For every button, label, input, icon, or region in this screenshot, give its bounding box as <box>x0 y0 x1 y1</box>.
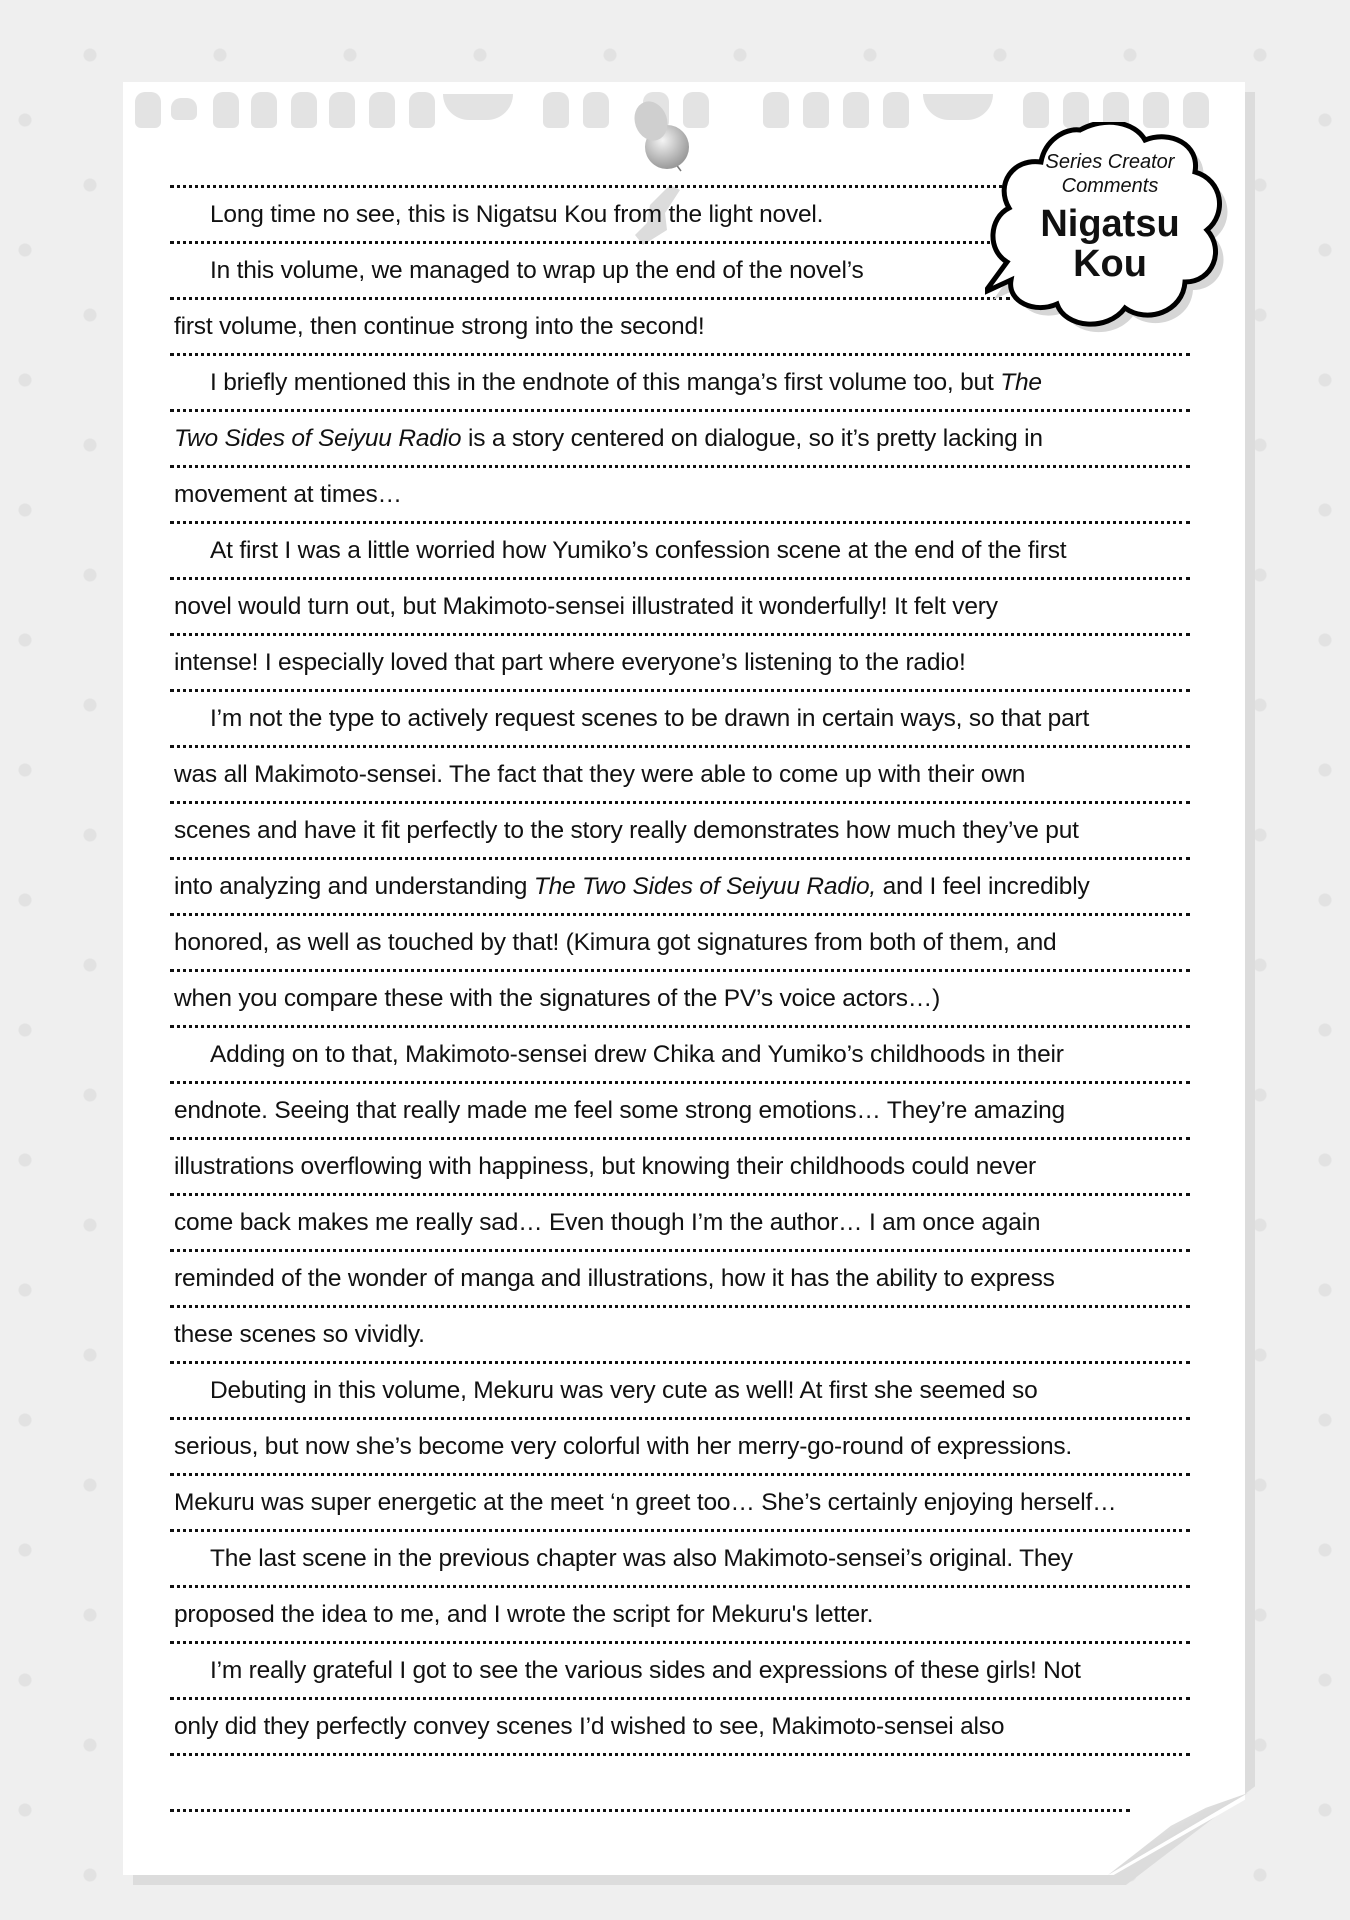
italic-title-span: The <box>1000 369 1042 396</box>
ruled-dotted-line <box>170 1417 1190 1420</box>
text-span: these scenes so vividly. <box>174 1321 425 1348</box>
text-line <box>210 257 864 285</box>
text-span: At first I was a little worried how Yumiko’s confession scene at the end of the first <box>210 537 1067 564</box>
text-span: into analyzing and understanding <box>174 873 534 900</box>
text-span: come back makes me really sad… Even though I’m the author… I am once again <box>174 1209 1041 1236</box>
text-span: was all Makimoto-sensei. The fact that they were able to come up with their own <box>174 761 1026 788</box>
text-line <box>174 873 1090 901</box>
text-line <box>174 985 940 1013</box>
text-line <box>174 1601 873 1629</box>
ruled-dotted-line <box>170 1641 1190 1644</box>
text-line <box>174 593 998 621</box>
ruled-dotted-line <box>170 1193 1190 1196</box>
italic-title-span: Two Sides of Seiyuu Radio <box>174 425 462 452</box>
ruled-dotted-line <box>170 577 1190 580</box>
text-span: endnote. Seeing that really made me feel some strong emotions… They’re amazing <box>174 1097 1065 1124</box>
ruled-dotted-line <box>170 353 1190 356</box>
ruled-dotted-line <box>170 1137 1190 1140</box>
text-line <box>174 1153 1036 1181</box>
ruled-dotted-line <box>170 1025 1190 1028</box>
text-span: I’m really grateful I got to see the various sides and expressions of these girls! Not <box>210 1657 1081 1684</box>
text-span: and I feel incredibly <box>875 873 1090 900</box>
ruled-dotted-line <box>170 1529 1190 1532</box>
ruled-dotted-line <box>170 241 1010 244</box>
ruled-dotted-line <box>170 1361 1190 1364</box>
text-span: movement at times… <box>174 481 402 508</box>
text-span: Mekuru was super energetic at the meet ‘n greet too… She’s certainly enjoying herself… <box>174 1489 1117 1516</box>
text-line <box>210 369 1042 397</box>
ruled-dotted-line <box>170 689 1190 692</box>
text-span: I briefly mentioned this in the endnote of this manga’s first volume too, but <box>210 369 1001 396</box>
ruled-dotted-line <box>170 969 1190 972</box>
ruled-dotted-line <box>170 465 1190 468</box>
text-span: first volume, then continue strong into the second! <box>174 313 705 340</box>
text-span: The last scene in the previous chapter was also Makimoto-sensei’s original. They <box>210 1545 1073 1572</box>
ruled-dotted-line <box>170 801 1190 804</box>
ruled-dotted-line <box>170 1473 1190 1476</box>
text-line <box>174 1321 425 1349</box>
text-line <box>174 1209 1040 1237</box>
text-line <box>174 649 966 677</box>
ruled-dotted-line <box>170 1585 1190 1588</box>
text-line <box>174 1489 1116 1517</box>
ruled-dotted-line <box>170 857 1190 860</box>
text-line <box>174 761 1025 789</box>
text-line <box>210 537 1066 565</box>
text-line <box>210 705 1089 733</box>
ruled-dotted-line <box>170 745 1190 748</box>
ruled-dotted-line <box>170 185 1010 188</box>
text-span: scenes and have it fit perfectly to the story really demonstrates how much they’ve put <box>174 817 1079 844</box>
text-span: proposed the idea to me, and I wrote the script for Mekuru's letter. <box>174 1601 874 1628</box>
text-span: Debuting in this volume, Mekuru was very cute as well! At first she seemed so <box>210 1377 1038 1404</box>
bubble-subtitle-1: Series Creator <box>1045 151 1175 173</box>
ruled-dotted-line <box>170 1697 1190 1700</box>
text-line <box>210 1657 1081 1685</box>
pushpin-icon <box>625 95 705 255</box>
text-span: I’m not the type to actively request scenes to be drawn in certain ways, so that part <box>210 705 1090 732</box>
text-span: novel would turn out, but Makimoto-sensei illustrated it wonderfully! It felt very <box>174 593 998 620</box>
ruled-dotted-line <box>170 297 1010 300</box>
ruled-dotted-line <box>170 913 1190 916</box>
text-span: In this volume, we managed to wrap up the end of the novel’s <box>210 257 864 284</box>
ruled-dotted-line <box>170 1809 1130 1812</box>
ruled-dotted-line <box>170 409 1190 412</box>
text-span: when you compare these with the signatures of the PV’s voice actors…) <box>174 985 941 1012</box>
ruled-dotted-line <box>170 521 1190 524</box>
ruled-dotted-line <box>170 1249 1190 1252</box>
text-line <box>174 1433 1072 1461</box>
text-line <box>174 1097 1065 1125</box>
ruled-dotted-line <box>170 633 1190 636</box>
text-line <box>174 1713 1004 1741</box>
author-name-1: Nigatsu <box>1040 203 1180 245</box>
bubble-subtitle-2: Comments <box>1061 175 1159 197</box>
text-span: reminded of the wonder of manga and illustrations, how it has the ability to express <box>174 1265 1055 1292</box>
text-span: intense! I especially loved that part where everyone’s listening to the radio! <box>174 649 966 676</box>
text-line <box>210 1377 1038 1405</box>
text-line <box>174 313 704 341</box>
text-span: serious, but now she’s become very colorful with her merry-go-round of expressions. <box>174 1433 1073 1460</box>
text-span: Long time no see, this is Nigatsu Kou from the light novel. <box>210 201 824 228</box>
text-line <box>210 1545 1073 1573</box>
ruled-dotted-line <box>170 1081 1190 1084</box>
ruled-dotted-line <box>170 1305 1190 1308</box>
text-line <box>210 201 823 229</box>
text-line <box>174 481 402 509</box>
text-span: illustrations overflowing with happiness, but knowing their childhoods could never <box>174 1153 1037 1180</box>
author-name-2: Kou <box>1073 243 1147 285</box>
ruled-dotted-line <box>170 1753 1190 1756</box>
text-span: is a story centered on dialogue, so it’s pretty lacking in <box>461 425 1043 452</box>
italic-title-span: The Two Sides of Seiyuu Radio, <box>533 873 876 900</box>
text-span: Adding on to that, Makimoto-sensei drew Chika and Yumiko’s childhoods in their <box>210 1041 1064 1068</box>
text-line <box>174 817 1079 845</box>
text-line <box>174 1265 1055 1293</box>
text-line <box>174 425 1043 453</box>
bubble-caption <box>985 150 1235 284</box>
text-span: only did they perfectly convey scenes I’d wished to see, Makimoto-sensei also <box>174 1713 1005 1740</box>
text-line <box>210 1041 1064 1069</box>
text-span: honored, as well as touched by that! (Kimura got signatures from both of them, and <box>174 929 1057 956</box>
text-line <box>174 929 1056 957</box>
